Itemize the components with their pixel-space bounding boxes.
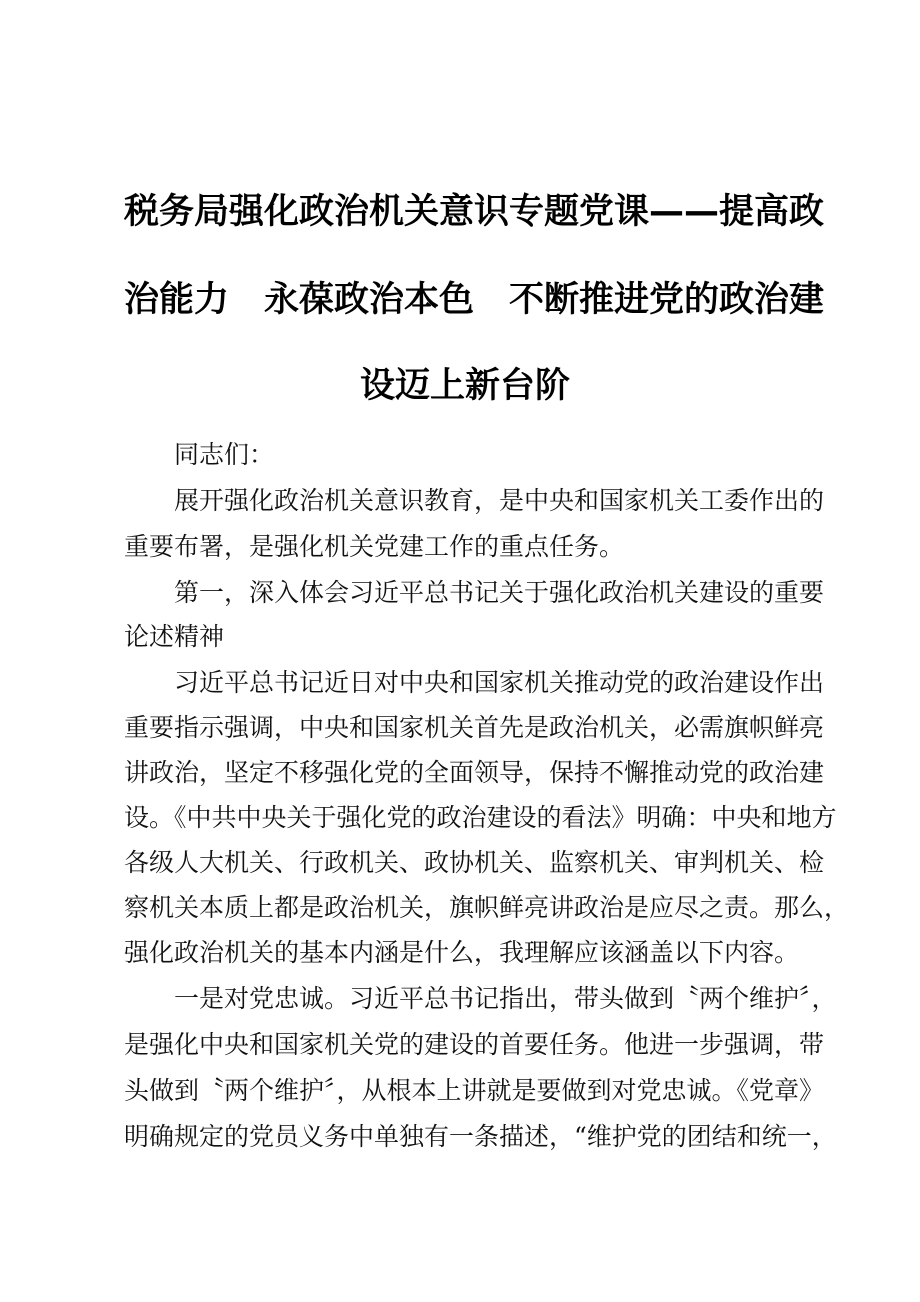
paragraph-4-line: 头做到〝两个维护〞，从根本上讲就是要做到对党忠诚。《党章》 [124, 1076, 825, 1105]
paragraph-1-line: 展开强化政治机关意识教育，是中央和国家机关工委作出的 [174, 486, 825, 515]
paragraph-3-line: 重要指示强调，中央和国家机关首先是政治机关，必需旗帜鲜亮 [124, 713, 825, 742]
paragraph-4-line: 明确规定的党员义务中单独有一条描述，“维护党的团结和统一， [124, 1122, 837, 1151]
document-title-line-1: 税务局强化政治机关意识专题党课——提高政 [124, 192, 825, 232]
paragraph-3-line: 强化政治机关的基本内涵是什么，我理解应该涵盖以下内容。 [124, 938, 800, 967]
paragraph-3-line: 察机关本质上都是政治机关，旗帜鲜亮讲政治是应尽之责。那么， [124, 893, 850, 922]
paragraph-4-line: 是强化中央和国家机关党的建设的首要任务。他进一步强调，带 [124, 1030, 825, 1059]
document-title-line-3: 设迈上新台阶 [359, 366, 570, 406]
paragraph-3-line: 设。《中共中央关于强化党的政治建设的看法》明确：中央和地方 [124, 803, 837, 832]
paragraph-3-line: 讲政治，坚定不移强化党的全面领导，保持不懈推动党的政治建 [124, 758, 825, 787]
document-title-line-2: 治能力 永葆政治本色 不断推进党的政治建 [124, 280, 825, 320]
paragraph-1-line: 重要布署，是强化机关党建工作的重点任务。 [124, 532, 625, 561]
paragraph-2-line: 第一，深入体会习近平总书记关于强化政治机关建设的重要 [174, 578, 825, 607]
paragraph-3-line: 各级人大机关、行政机关、政协机关、监察机关、审判机关、检 [124, 848, 825, 877]
paragraph-4-line: 一是对党忠诚。习近平总书记指出，带头做到〝两个维护〞， [174, 984, 837, 1013]
paragraph-2-line: 论述精神 [124, 622, 225, 651]
paragraph-3-line: 习近平总书记近日对中央和国家机关推动党的政治建设作出 [174, 668, 825, 697]
salutation: 同志们： [174, 440, 275, 469]
